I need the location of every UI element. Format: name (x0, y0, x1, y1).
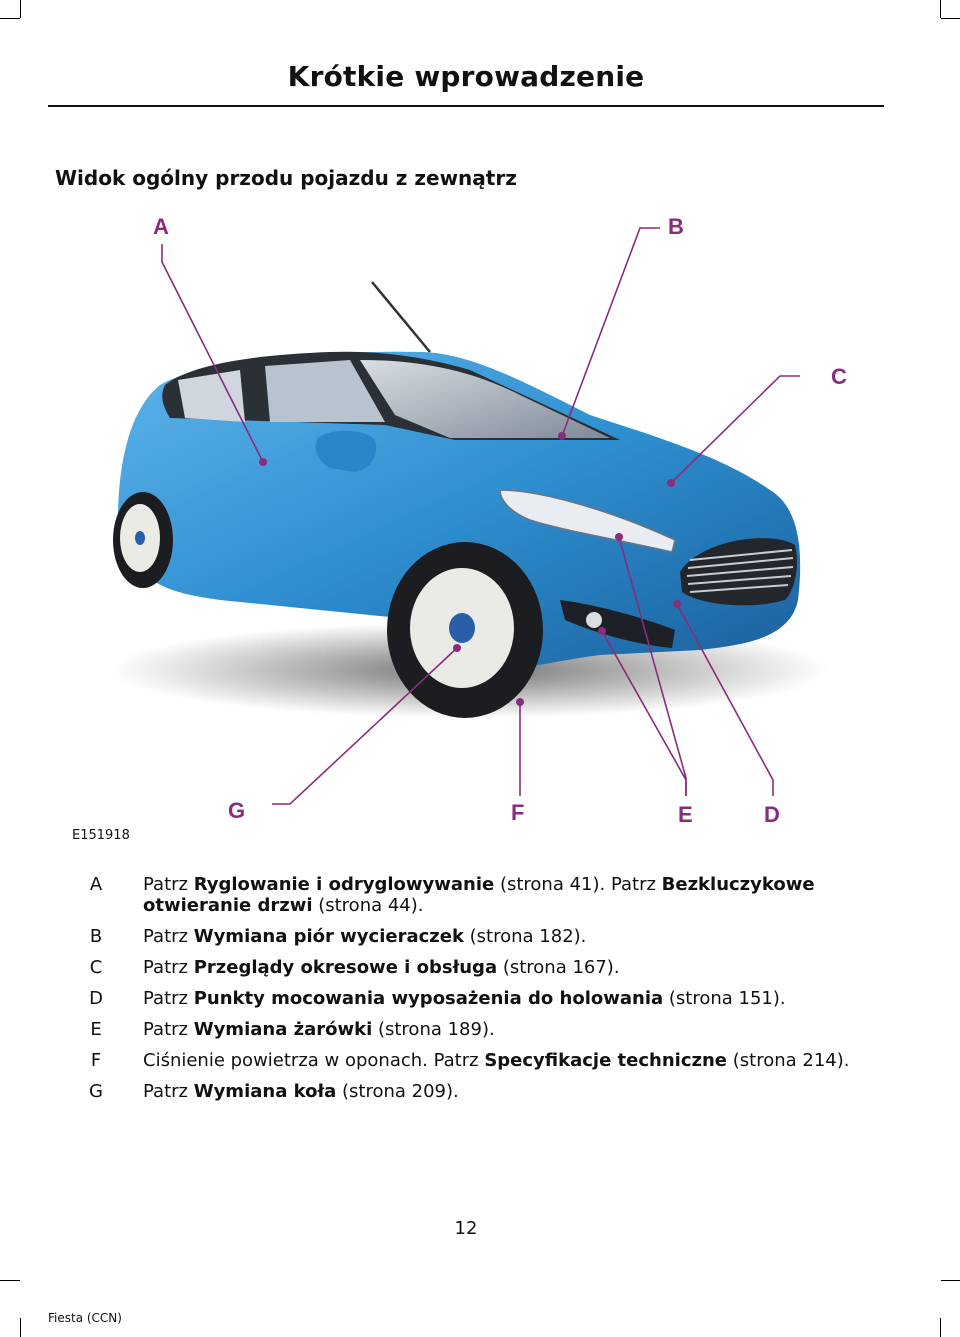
xref-link[interactable]: otwieranie drzwi (143, 895, 313, 916)
section-heading: Widok ogólny przodu pojazdu z zewnątrz (55, 166, 517, 190)
callout-e: E (678, 802, 693, 827)
xref-link[interactable]: Bezkluczykowe (661, 874, 815, 895)
item-key: D (89, 988, 103, 1009)
item-key: B (89, 926, 103, 947)
item-key: C (89, 957, 103, 978)
xref-link[interactable]: Punkty mocowania wyposażenia do holowania (193, 988, 664, 1009)
fog-light (586, 612, 602, 628)
crop-mark (0, 1280, 20, 1281)
callout-b: B (668, 214, 684, 239)
xref-link[interactable]: Ryglowanie i odryglowywanie (193, 874, 495, 895)
crop-mark (0, 18, 20, 19)
item-key: E (90, 1019, 102, 1040)
xref-link[interactable]: Wymiana żarówki (193, 1019, 373, 1040)
callout-c: C (831, 364, 847, 389)
rear-wheel (113, 492, 173, 588)
figure-id: E151918 (72, 828, 130, 843)
crop-mark (941, 18, 960, 19)
footer-text: Fiesta (CCN) (48, 1311, 122, 1325)
callout-a: A (153, 214, 169, 239)
xref-link[interactable]: Wymiana koła (193, 1081, 337, 1102)
item-key: F (90, 1050, 102, 1071)
crop-mark (20, 1318, 21, 1337)
header-divider (48, 105, 884, 107)
xref-link[interactable]: Przeglądy okresowe i obsługa (193, 957, 498, 978)
callout-d: D (764, 802, 780, 827)
roof-antenna (372, 282, 430, 352)
crop-mark (20, 0, 21, 18)
item-key: G (89, 1081, 103, 1102)
crop-mark (940, 1318, 941, 1337)
xref-link[interactable]: Wymiana piór wycieraczek (193, 926, 464, 947)
crop-mark (940, 0, 941, 18)
page-number: 12 (454, 1218, 478, 1239)
crop-mark (941, 1280, 960, 1281)
item-key: A (89, 874, 103, 895)
page-title: Krótkie wprowadzenie (287, 60, 645, 93)
xref-link[interactable]: Specyfikacje techniczne (484, 1050, 728, 1071)
callout-g: G (228, 798, 246, 823)
vehicle-illustration (0, 200, 960, 840)
callout-f: F (511, 800, 525, 825)
